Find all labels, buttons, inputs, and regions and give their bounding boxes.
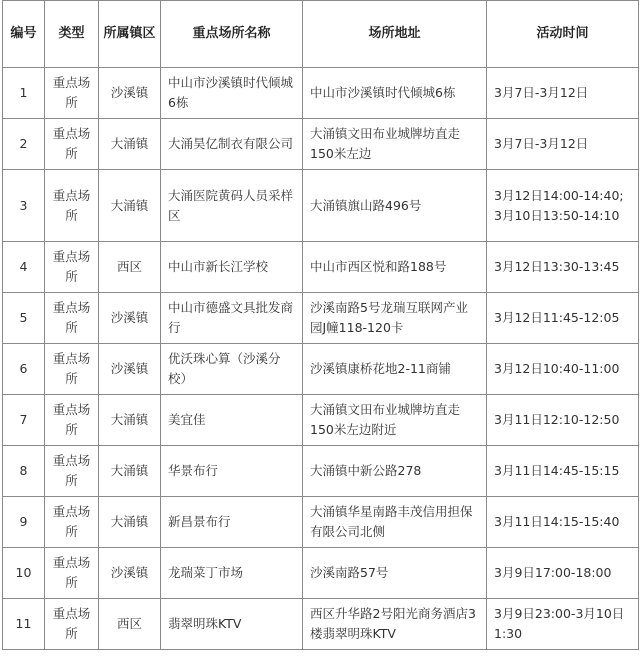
header-time: 活动时间 bbox=[487, 1, 639, 68]
cell-address: 中山市沙溪镇时代倾城6栋 bbox=[303, 68, 487, 119]
cell-town: 大涌镇 bbox=[99, 497, 161, 548]
table-row bbox=[3, 68, 639, 119]
table-row bbox=[3, 446, 639, 497]
cell-no: 2 bbox=[3, 119, 45, 170]
cell-town: 西区 bbox=[99, 599, 161, 650]
cell-town: 大涌镇 bbox=[99, 395, 161, 446]
cell-name: 大涌医院黄码人员采样区 bbox=[161, 170, 303, 242]
table-row bbox=[3, 242, 639, 293]
cell-no: 9 bbox=[3, 497, 45, 548]
cell-type: 重点场所 bbox=[45, 293, 99, 344]
cell-time: 3月11日12:10-12:50 bbox=[487, 395, 639, 446]
cell-name: 中山市新长江学校 bbox=[161, 242, 303, 293]
cell-name: 中山市沙溪镇时代倾城6栋 bbox=[161, 68, 303, 119]
cell-time: 3月9日23:00-3月10日1:30 bbox=[487, 599, 639, 650]
cell-time: 3月11日14:45-15:15 bbox=[487, 446, 639, 497]
table-row bbox=[3, 548, 639, 599]
cell-town: 沙溪镇 bbox=[99, 548, 161, 599]
cell-time: 3月9日17:00-18:00 bbox=[487, 548, 639, 599]
table-row bbox=[3, 293, 639, 344]
table-row bbox=[3, 170, 639, 242]
cell-no: 4 bbox=[3, 242, 45, 293]
cell-name: 中山市德盛文具批发商行 bbox=[161, 293, 303, 344]
cell-no: 8 bbox=[3, 446, 45, 497]
header-name: 重点场所名称 bbox=[161, 1, 303, 68]
cell-name: 新昌景布行 bbox=[161, 497, 303, 548]
cell-type: 重点场所 bbox=[45, 497, 99, 548]
cell-type: 重点场所 bbox=[45, 344, 99, 395]
cell-no: 3 bbox=[3, 170, 45, 242]
cell-no: 6 bbox=[3, 344, 45, 395]
cell-name: 美宜佳 bbox=[161, 395, 303, 446]
cell-town: 大涌镇 bbox=[99, 119, 161, 170]
cell-type: 重点场所 bbox=[45, 548, 99, 599]
cell-time: 3月12日13:30-13:45 bbox=[487, 242, 639, 293]
cell-time: 3月11日14:15-15:40 bbox=[487, 497, 639, 548]
cell-address: 中山市西区悦和路188号 bbox=[303, 242, 487, 293]
cell-time: 3月7日-3月12日 bbox=[487, 68, 639, 119]
cell-time: 3月12日10:40-11:00 bbox=[487, 344, 639, 395]
header-address: 场所地址 bbox=[303, 1, 487, 68]
cell-name: 大涌昊亿制衣有限公司 bbox=[161, 119, 303, 170]
cell-name: 华景布行 bbox=[161, 446, 303, 497]
header-town: 所属镇区 bbox=[99, 1, 161, 68]
header-no: 编号 bbox=[3, 1, 45, 68]
cell-type: 重点场所 bbox=[45, 170, 99, 242]
cell-time-line-1: 3月12日14:00-14:40; bbox=[494, 187, 624, 203]
header-type: 类型 bbox=[45, 1, 99, 68]
cell-town: 大涌镇 bbox=[99, 446, 161, 497]
cell-type: 重点场所 bbox=[45, 68, 99, 119]
cell-time: 3月7日-3月12日 bbox=[487, 119, 639, 170]
table-row bbox=[3, 497, 639, 548]
cell-address: 沙溪镇康桥花地2-11商铺 bbox=[303, 344, 487, 395]
cell-type: 重点场所 bbox=[45, 446, 99, 497]
cell-town: 沙溪镇 bbox=[99, 293, 161, 344]
cell-no: 11 bbox=[3, 599, 45, 650]
table-row bbox=[3, 119, 639, 170]
cell-name: 翡翠明珠KTV bbox=[161, 599, 303, 650]
cell-no: 7 bbox=[3, 395, 45, 446]
table-row bbox=[3, 395, 639, 446]
cell-type: 重点场所 bbox=[45, 119, 99, 170]
cell-address: 西区升华路2号阳光商务酒店3楼翡翠明珠KTV bbox=[303, 599, 487, 650]
cell-name: 龙瑞菜丁市场 bbox=[161, 548, 303, 599]
cell-no: 1 bbox=[3, 68, 45, 119]
cell-no: 10 bbox=[3, 548, 45, 599]
cell-address: 沙溪南路57号 bbox=[303, 548, 487, 599]
cell-address: 大涌镇文田布业城牌坊直走150米左边附近 bbox=[303, 395, 487, 446]
cell-time-line-2: 3月10日13:50-14:10 bbox=[494, 207, 620, 223]
cell-town: 大涌镇 bbox=[99, 170, 161, 242]
cell-type: 重点场所 bbox=[45, 242, 99, 293]
cell-name: 优沃珠心算（沙溪分校） bbox=[161, 344, 303, 395]
table-row bbox=[3, 344, 639, 395]
cell-town: 西区 bbox=[99, 242, 161, 293]
cell-town: 沙溪镇 bbox=[99, 68, 161, 119]
cell-address: 大涌镇中新公路278 bbox=[303, 446, 487, 497]
cell-address: 沙溪南路5号龙瑞互联网产业园J幢118-120卡 bbox=[303, 293, 487, 344]
cell-time: 3月12日11:45-12:05 bbox=[487, 293, 639, 344]
cell-address: 大涌镇文田布业城牌坊直走150米左边 bbox=[303, 119, 487, 170]
key-locations-table bbox=[2, 0, 639, 650]
cell-town: 沙溪镇 bbox=[99, 344, 161, 395]
cell-type: 重点场所 bbox=[45, 599, 99, 650]
table-header-row bbox=[3, 1, 639, 68]
cell-type: 重点场所 bbox=[45, 395, 99, 446]
table-row bbox=[3, 599, 639, 650]
cell-address: 大涌镇华星南路丰茂信用担保有限公司北侧 bbox=[303, 497, 487, 548]
cell-time bbox=[487, 170, 639, 242]
cell-address: 大涌镇旗山路496号 bbox=[303, 170, 487, 242]
cell-no: 5 bbox=[3, 293, 45, 344]
